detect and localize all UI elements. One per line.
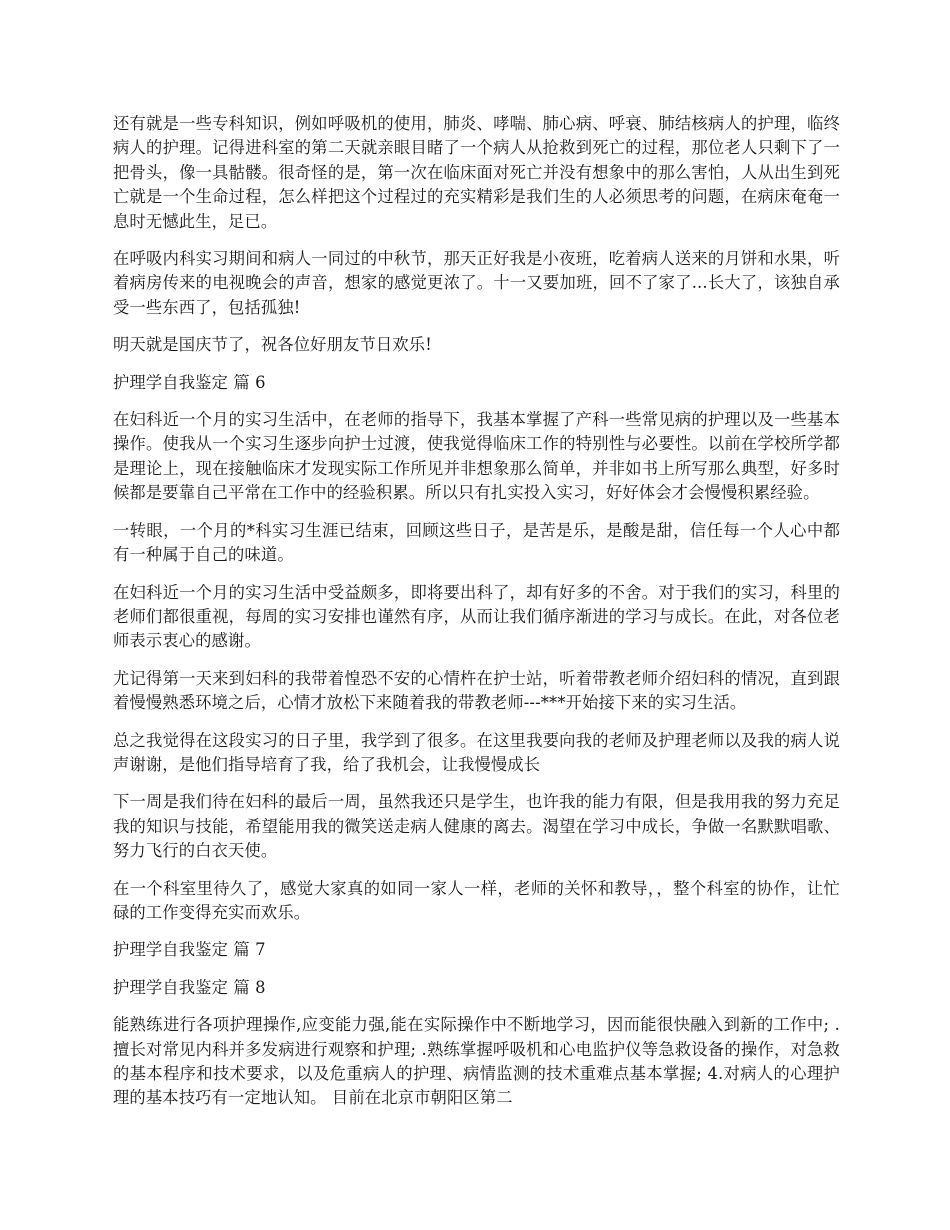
paragraph: 在一个科室里待久了，感觉大家真的如同一家人一样，老师的关怀和教导，，整个科室的协作，让忙碌的工作变得充实而欢乐。 (113, 878, 840, 922)
paragraph: 尤记得第一天来到妇科的我带着惶恐不安的心情杵在护士站，听着带教老师介绍妇科的情况，直到跟着慢慢熟悉环境之后，心情才放松下来随着我的带教老师---***开始接下来的实习生活。 (113, 668, 840, 713)
paragraph: 一转眼，一个月的*科实习生涯已结束，回顾这些日子，是苦是乐，是酸是甜，信任每一个人心中都有一种属于自己的味道。 (113, 520, 840, 565)
section-heading: 护理学自我鉴定 篇 7 (113, 940, 266, 960)
section-heading: 护理学自我鉴定 篇 8 (113, 977, 266, 997)
section-heading: 护理学自我鉴定 篇 6 (113, 372, 266, 392)
paragraph: 在呼吸内科实习期间和病人一同过的中秋节，那天正好我是小夜班，吃着病人送来的月饼和水果，听着病房传来的电视晚会的声音，想家的感觉更浓了。十一又要加班，回不了家了...长大了，该独自承受一些东西了，包括孤独! (113, 249, 840, 317)
paragraph: 明天就是国庆节了，祝各位好朋友节日欢乐! (113, 335, 432, 355)
paragraph: 总之我觉得在这段实习的日子里，我学到了很多。在这里我要向我的老师及护理老师以及我的病人说声谢谢，是他们指导培育了我，给了我机会，让我慢慢成长 (113, 730, 840, 774)
paragraph: 在妇科近一个月的实习生活中，在老师的指导下，我基本掌握了产科一些常见病的护理以及一些基本操作。使我从一个实习生逐步向护士过渡，使我觉得临床工作的特别性与必要性。以前在学校所学都是理论上，现在接触临床才发现实际工作所见并非想象那么简单，并非如书上所写那么典型，好多时候都是要靠自己平常在工作中的经验积累。所以只有扎实投入实习，好好体会才会慢慢积累经验。 (113, 410, 840, 503)
paragraph: 能熟练进行各项护理操作,应变能力强,能在实际操作中不断地学习，因而能很快融入到新的工作中; .擅长对常见内科并多发病进行观察和护理; .熟练掌握呼吸机和心电监护仪等急救设备的操作，对急救的基本程序和技术要求，以及危重病人的护理、病情监测的技术重难点基本掌握; 4.对病人的心理护理的基本技巧有一定地认知。 目前在北京市朝阳区第二 (113, 1015, 840, 1108)
paragraph: 在妇科近一个月的实习生活中受益颇多，即将要出科了，却有好多的不舍。对于我们的实习，科里的老师们都很重视，每周的实习安排也谨然有序，从而让我们循序渐进的学习与成长。在此，对各位老师表示衷心的感谢。 (113, 582, 840, 651)
paragraph: 下一周是我们待在妇科的最后一周，虽然我还只是学生，也许我的能力有限，但是我用我的努力充足我的知识与技能，希望能用我的微笑送走病人健康的离去。渴望在学习中成长，争做一名默默唱歌、努力飞行的白衣天使。 (113, 792, 840, 861)
paragraph: 还有就是一些专科知识，例如呼吸机的使用，肺炎、哮喘、肺心病、呼衰、肺结核病人的护理，临终病人的护理。记得进科室的第二天就亲眼目睹了一个病人从抢救到死亡的过程，那位老人只剩下了一把骨头，像一具骷髅。很奇怪的是，第一次在临床面对死亡并没有想象中的那么害怕，人从出生到死亡就是一个生命过程，怎么样把这个过程过的充实精彩是我们生的人必须思考的问题，在病床奄奄一息时无憾此生，足已。 (113, 114, 840, 231)
document-page (113, 112, 840, 1124)
